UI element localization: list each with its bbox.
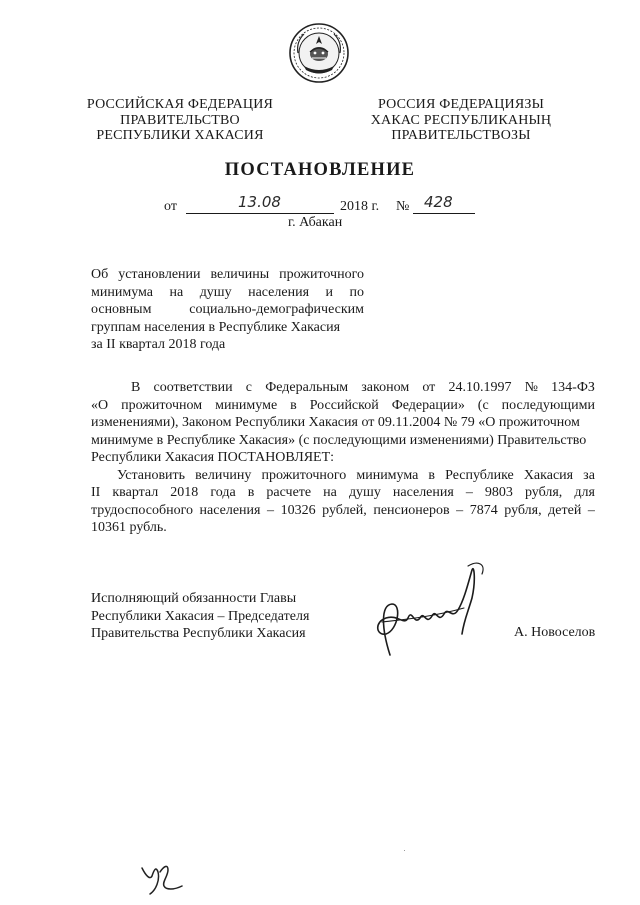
signatory-line: Исполняющий обязанности Главы xyxy=(91,591,297,606)
header-left-line: РЕСПУБЛИКИ ХАКАСИЯ xyxy=(96,128,264,143)
document-title: ПОСТАНОВЛЕНИЕ xyxy=(224,160,416,180)
word: минимуме xyxy=(215,397,278,413)
word: В xyxy=(131,380,141,395)
word: на xyxy=(169,284,184,300)
word: основным xyxy=(91,302,152,317)
word: минимума xyxy=(356,467,419,483)
handwritten-initials-mark xyxy=(138,858,190,896)
word: II xyxy=(91,485,101,500)
word: Установить xyxy=(117,467,186,483)
header-right-block xyxy=(356,97,566,144)
handwritten-number: 428 xyxy=(424,193,453,211)
word: от xyxy=(422,380,436,395)
word: детей xyxy=(548,502,582,518)
header-right-line: ХАКАС РЕСПУБЛИКАНЫҢ xyxy=(370,112,552,128)
word: 134-ФЗ xyxy=(551,380,595,395)
word: трудоспособного xyxy=(91,502,193,518)
body-line: изменениями), Законом Республики Хакасия от 09.11.2004 № 79 «О прожиточном xyxy=(91,415,580,430)
word: для xyxy=(574,485,595,500)
date-from-label: от xyxy=(164,199,177,214)
word: социально-демографическим xyxy=(189,302,364,317)
word: по xyxy=(349,284,364,300)
header-left-line: ПРАВИТЕЛЬСТВО xyxy=(120,112,240,128)
word: № xyxy=(524,380,538,395)
word: соответствии xyxy=(153,380,233,395)
word: и xyxy=(325,284,333,300)
word: Российской xyxy=(309,397,379,413)
document-subject xyxy=(91,266,364,354)
subject-line: за II квартал 2018 года xyxy=(91,337,226,352)
word: года xyxy=(210,485,236,500)
header-left-line: РОССИЙСКАЯ ФЕДЕРАЦИЯ xyxy=(86,97,274,112)
header-right-line: РОССИЯ ФЕДЕРАЦИЯЗЫ xyxy=(377,97,545,112)
word: душу xyxy=(348,485,381,500)
word: 2018 xyxy=(170,485,199,500)
city-label: г. Абакан xyxy=(288,215,343,230)
body-line xyxy=(91,467,595,485)
word: – xyxy=(465,485,473,500)
word: – xyxy=(267,502,275,518)
signatory-position xyxy=(91,590,309,643)
body-line: 10361 рубль. xyxy=(91,520,167,535)
word: на xyxy=(323,485,337,500)
word: пенсионеров xyxy=(373,502,450,518)
subject-line xyxy=(91,301,364,319)
word: законом xyxy=(361,380,410,395)
word: прожиточном xyxy=(121,397,203,413)
signatory-name: А. Новоселов xyxy=(514,625,596,640)
word: душу xyxy=(199,284,232,300)
year-label: 2018 г. xyxy=(340,199,380,214)
word: «О xyxy=(91,397,109,413)
word: за xyxy=(583,467,595,483)
body-line xyxy=(91,379,595,397)
word: расчете xyxy=(266,485,312,500)
word: – xyxy=(587,502,595,518)
word: рубля, xyxy=(504,502,542,518)
body-line xyxy=(91,502,595,520)
body-line: минимуме в Республике Хакасия» (с последующими изменениями) Правительство xyxy=(91,432,587,448)
body-line xyxy=(91,484,595,502)
word: в xyxy=(428,467,436,483)
word: прожиточного xyxy=(261,467,347,483)
word: Хакасия xyxy=(523,467,574,483)
word: квартал xyxy=(112,485,159,500)
word: минимума xyxy=(91,284,153,300)
body-line: Республики Хакасия ПОСТАНОВЛЯЕТ: xyxy=(91,450,335,465)
word: Об xyxy=(91,267,109,282)
subject-line xyxy=(91,266,364,284)
word: последующими xyxy=(501,397,595,413)
word: Республике xyxy=(445,467,514,483)
word: Федерации» xyxy=(391,397,465,413)
word: 24.10.1997 xyxy=(448,380,512,395)
body-line xyxy=(91,397,595,415)
scan-speck xyxy=(404,850,405,851)
word: Федеральным xyxy=(265,380,349,395)
word: в xyxy=(247,485,255,500)
word: – xyxy=(456,502,464,518)
document-body xyxy=(91,379,595,537)
handwritten-date: 13.08 xyxy=(238,193,281,211)
subject-line xyxy=(91,284,364,302)
word: населения xyxy=(199,502,261,518)
signatory-line: Правительства Республики Хакасия xyxy=(91,626,306,641)
subject-line: группам населения в Республике Хакасия xyxy=(91,319,341,335)
word: прожиточного xyxy=(279,267,364,282)
header-left-block xyxy=(80,97,280,144)
word: (с xyxy=(477,397,489,413)
word: установлении xyxy=(118,267,201,282)
coat-of-arms-emblem xyxy=(288,22,350,84)
number-label: № xyxy=(396,199,410,214)
signatory-line: Республики Хакасия – Председателя xyxy=(91,608,310,624)
word: населения xyxy=(248,284,310,300)
word: 7874 xyxy=(469,502,498,518)
word: рублей, xyxy=(322,502,367,518)
word: 10326 xyxy=(280,502,316,518)
word: 9803 xyxy=(484,485,513,500)
word: величины xyxy=(210,267,270,282)
header-right-line: ПРАВИТЕЛЬСТВОЗЫ xyxy=(391,128,531,143)
word: величину xyxy=(195,467,252,483)
word: населения xyxy=(392,485,454,500)
word: в xyxy=(290,397,297,413)
word: с xyxy=(245,380,253,395)
handwritten-signature xyxy=(368,560,498,660)
word: рубля, xyxy=(524,485,563,500)
